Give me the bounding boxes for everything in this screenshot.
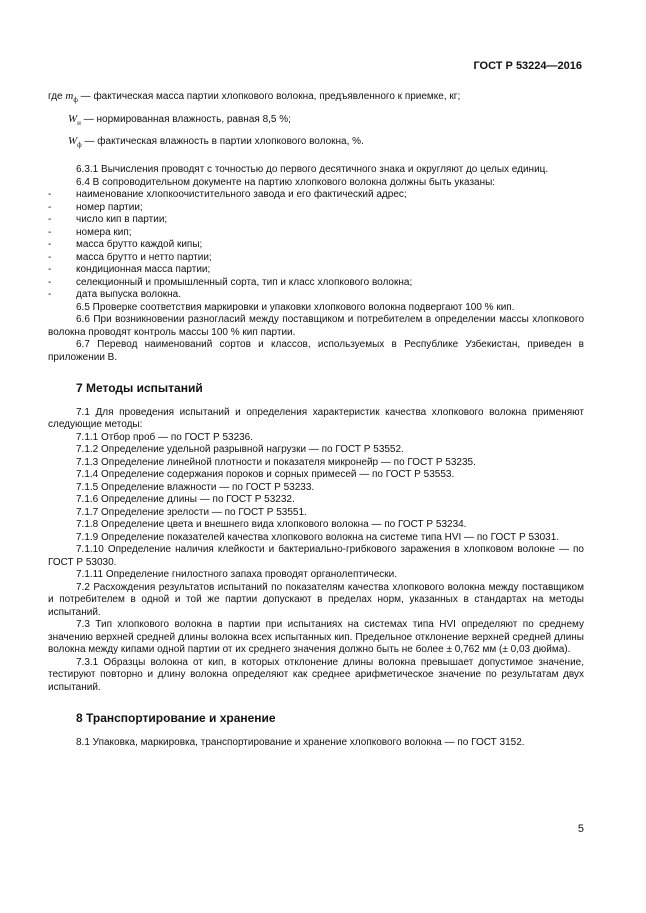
definition-text: — фактическая влажность в партии хлопкового волокна, %. [84, 136, 364, 148]
paragraph-7-1-3: 7.1.3 Определение линейной плотности и показателя микронейр — по ГОСТ Р 53235. [76, 456, 476, 468]
paragraph-7-1-11: 7.1.11 Определение гнилостного запаха проводят органолептически. [76, 569, 398, 581]
page-number: 5 [577, 823, 584, 835]
list-item: - масса брутто и нетто партии; [48, 251, 212, 263]
definition-prefix: где [48, 91, 63, 102]
paragraph-6-5: 6.5 Проверке соответствия маркировки и упаковки хлопкового волокна подвергают 100 % кип. [76, 301, 515, 313]
paragraph-7-1-7: 7.1.7 Определение зрелости — по ГОСТ Р 53551. [76, 506, 307, 518]
document-code: ГОСТ Р 53224—2016 [473, 60, 582, 72]
paragraph-7-1-4: 7.1.4 Определение содержания пороков и сорных примесей — по ГОСТ Р 53553. [76, 469, 455, 481]
symbol: $W_н$ [68, 112, 81, 127]
paragraph-7-1-1: 7.1.1 Отбор проб — по ГОСТ Р 53236. [76, 431, 254, 443]
paragraph-7-1-6: 7.1.6 Определение длины — по ГОСТ Р 53232. [76, 494, 295, 506]
section-8-heading: 8 Транспортирование и хранение [76, 711, 276, 726]
page-body [48, 90, 584, 749]
definition-text: — нормированная влажность, равная 8,5 %; [83, 113, 291, 125]
list-item: - наименование хлопкоочистительного завода и его фактический адрес; [48, 189, 407, 201]
list-item: - номера кип; [48, 226, 132, 238]
list-item: - номер партии; [48, 201, 143, 213]
list-item: - кондиционная масса партии; [48, 264, 211, 276]
paragraph-7-3: 7.3 Тип хлопкового волокна в партии при испытаниях на системах типа HVI определяют по среднему значению верхней средней длины волокна всех испытанных кип. Предельное отклонение верхней средней длины волокна между кипами одной партии от их среднего значения должно быть не более ± 0,762 мм (± 0,03 дюйма). [48, 619, 584, 656]
list-item: - число кип в партии; [48, 214, 168, 226]
paragraph-8-1: 8.1 Упаковка, маркировка, транспортирование и хранение хлопкового волокна — по ГОСТ 3152. [76, 736, 525, 748]
paragraph-6-6: 6.6 При возникновении разногласий между поставщиком и потребителем в определении массы хлопкового волокна проводят контроль массы 100 % кип партии. [48, 314, 584, 338]
paragraph-7-2: 7.2 Расхождения результатов испытаний по показателям качества хлопкового волокна между поставщиком и потребителем в одной и той же партии допускают в пределах норм, указанных в стандартах на методы испытаний. [48, 581, 584, 618]
paragraph-7-1-5: 7.1.5 Определение влажности — по ГОСТ Р 53233. [76, 481, 315, 493]
definition-line [68, 135, 584, 152]
symbol: $W_ф$ [68, 135, 82, 150]
paragraph-7-3-1: 7.3.1 Образцы волокна от кип, в которых отклонение длины волокна превышает допустимое значение, тестируют повторно и длину волокна определяют как среднее арифметическое значение по результатам двух испытаний. [48, 656, 584, 693]
list-6-4 [48, 189, 584, 302]
paragraph-7-1-10: 7.1.10 Определение наличия клейкости и бактериально-грибкового заражения в хлопковом волокне — по ГОСТ Р 53030. [48, 544, 584, 568]
paragraph-7-1: 7.1 Для проведения испытаний и определения характеристик качества хлопкового волокна применяют следующие методы: [48, 406, 584, 431]
paragraph-6-7: 6.7 Перевод наименований сортов и классов, используемых в Республике Узбекистан, приведен в приложении В. [48, 339, 584, 363]
definition-line [48, 90, 584, 107]
paragraph-7-1-9: 7.1.9 Определение показателей качества хлопкового волокна на системе типа HVI — по ГОСТ Р 53031. [76, 531, 560, 543]
definition-text: — фактическая масса партии хлопкового волокна, предъявленного к приемке, кг; [80, 91, 461, 102]
paragraph-7-1-8: 7.1.8 Определение цвета и внешнего вида хлопкового волокна — по ГОСТ Р 53234. [76, 519, 467, 531]
list-item: - селекционный и промышленный сорта, тип и класс хлопкового волокна; [48, 276, 413, 288]
definition-line [68, 113, 584, 130]
list-item: - масса брутто каждой кипы; [48, 239, 203, 251]
paragraph-6-4: 6.4 В сопроводительном документе на партию хлопкового волокна должны быть указаны: [76, 176, 496, 188]
list-item: - дата выпуска волокна. [48, 289, 182, 301]
symbol: $m_ф$ [65, 90, 78, 105]
section-7-heading: 7 Методы испытаний [76, 381, 203, 396]
paragraph-7-1-2: 7.1.2 Определение удельной разрывной нагрузки — по ГОСТ Р 53552. [76, 444, 404, 456]
paragraph-6-3-1: 6.3.1 Вычисления проводят с точностью до первого десятичного знака и округляют до целых единиц. [76, 164, 549, 176]
